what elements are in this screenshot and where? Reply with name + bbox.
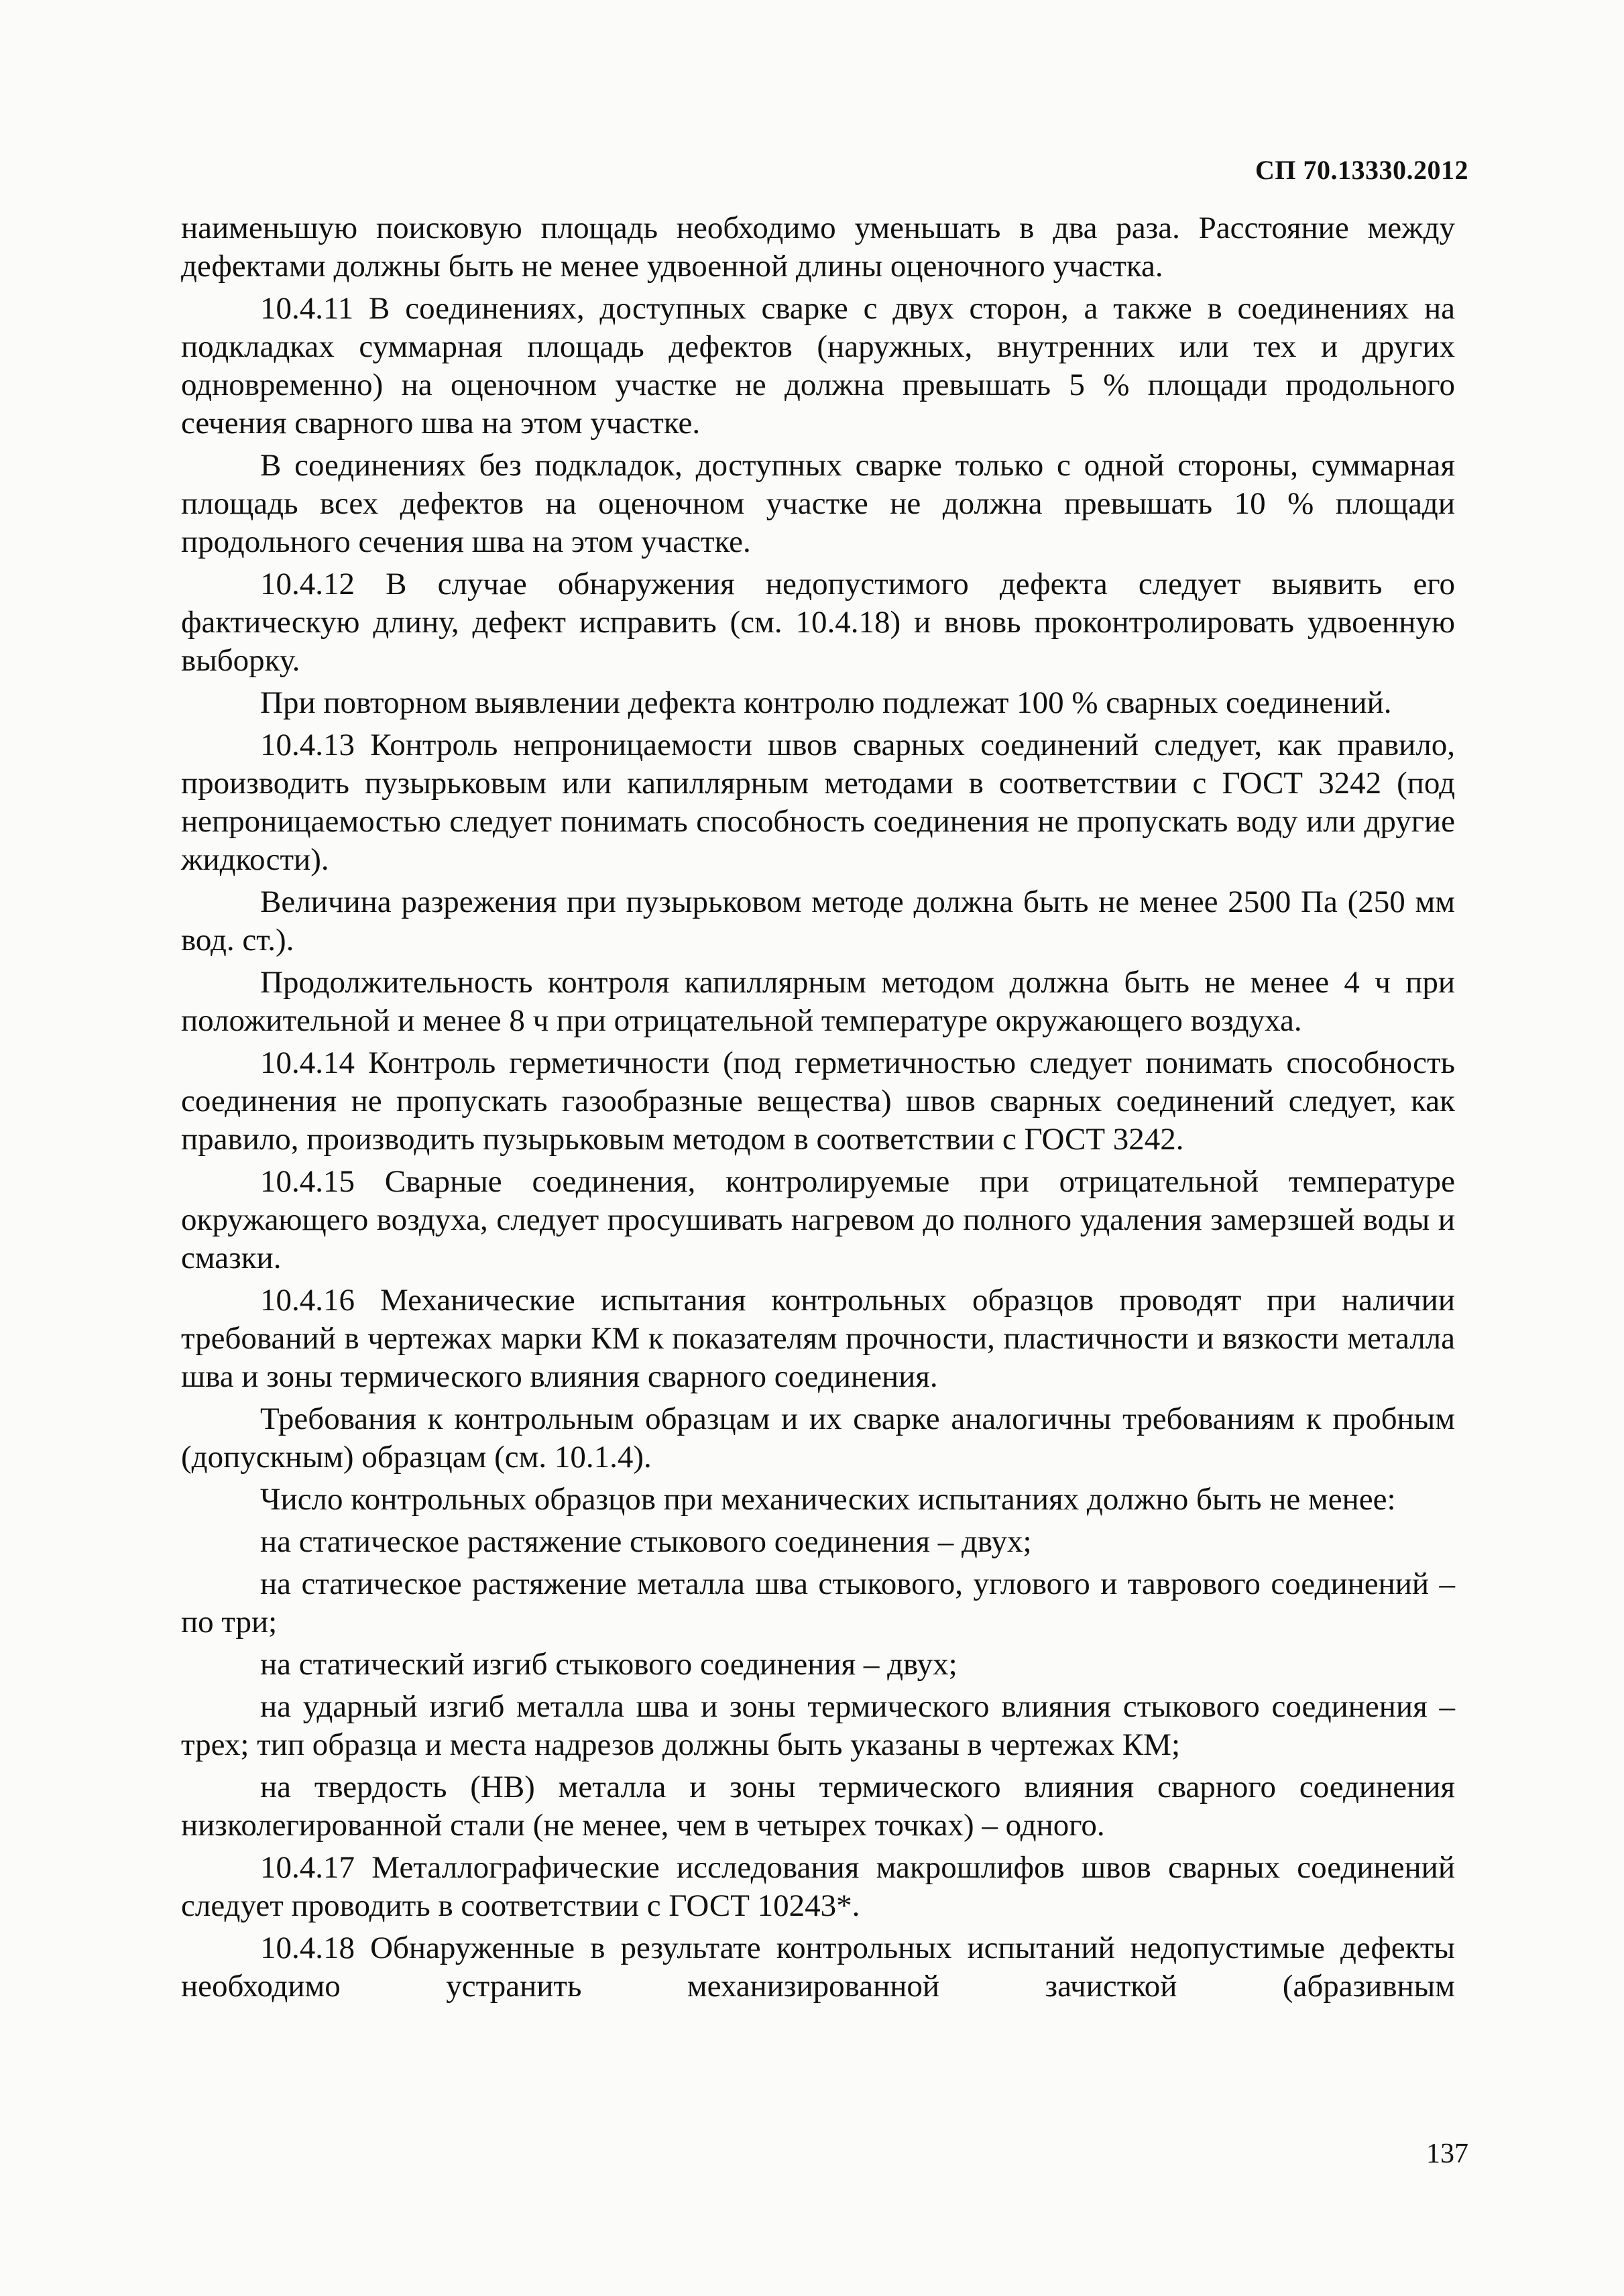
paragraph-specimen-count: Число контрольных образцов при механических испытаниях должно быть не менее: bbox=[260, 1482, 1396, 1517]
paragraph-repeat-detection: При повторном выявлении дефекта контролю подлежат 100 % сварных соединений. bbox=[260, 685, 1392, 720]
paragraph-10-4-17: 10.4.17 Металлографические исследования макрошлифов швов сварных соединений следует проводить в соответствии с ГОСТ 10243*. bbox=[181, 1850, 1455, 1923]
page-number: 137 bbox=[1426, 2138, 1468, 2169]
paragraph-continuation: наименьшую поисковую площадь необходимо уменьшать в два раза. Расстояние между дефектами должны быть не менее удвоенной длины оценочного участка. bbox=[181, 211, 1455, 284]
paragraph-vacuum-value: Величина разрежения при пузырьковом методе должна быть не менее 2500 Па (250 мм вод. ст.). bbox=[181, 884, 1455, 958]
list-item-impact-bend: на ударный изгиб металла шва и зоны термического влияния стыкового соединения – трех; тип образца и места надрезов должны быть указаны в чертежах КМ; bbox=[181, 1689, 1455, 1762]
list-item-static-bend: на статический изгиб стыкового соединения – двух; bbox=[260, 1647, 958, 1682]
paragraph-capillary-duration: Продолжительность контроля капиллярным методом должна быть не менее 4 ч при положительной и менее 8 ч при отрицательной температуре окружающего воздуха. bbox=[181, 965, 1455, 1038]
paragraph-specimen-requirements: Требования к контрольным образцам и их сварке аналогичны требованиям к пробным (допускным) образцам (см. 10.1.4). bbox=[181, 1401, 1455, 1475]
document-code-header: СП 70.13330.2012 bbox=[1255, 155, 1468, 185]
list-item-static-tension: на статическое растяжение стыкового соединения – двух; bbox=[260, 1524, 1032, 1559]
paragraph-10-4-15: 10.4.15 Сварные соединения, контролируемые при отрицательной температуре окружающего воздуха, следует просушивать нагревом до полного удаления замерзшей воды и смазки. bbox=[181, 1164, 1455, 1275]
body-text bbox=[181, 209, 1455, 2010]
paragraph-10-4-16: 10.4.16 Механические испытания контрольных образцов проводят при наличии требований в чертежах марки КМ к показателям прочности, пластичности и вязкости металла шва и зоны термического влияния сварного соединения. bbox=[181, 1283, 1455, 1394]
paragraph-no-backing: В соединениях без подкладок, доступных сварке только с одной стороны, суммарная площадь всех дефектов на оценочном участке не должна превышать 10 % площади продольного сечения шва на этом участке. bbox=[181, 448, 1455, 559]
list-item-weld-metal-tension: на статическое растяжение металла шва стыкового, углового и таврового соединений – по три; bbox=[181, 1566, 1455, 1640]
paragraph-10-4-13: 10.4.13 Контроль непроницаемости швов сварных соединений следует, как правило, производить пузырьковым или капиллярным методами в соответствии с ГОСТ 3242 (под непроницаемостью следует понимать способность соединения не пропускать воду или другие жидкости). bbox=[181, 728, 1455, 877]
paragraph-10-4-12: 10.4.12 В случае обнаружения недопустимого дефекта следует выявить его фактическую длину, дефект исправить (см. 10.4.18) и вновь проконтролировать удвоенную выборку. bbox=[181, 567, 1455, 678]
list-item-hardness: на твердость (НВ) металла и зоны термического влияния сварного соединения низколегированной стали (не менее, чем в четырех точках) – одного. bbox=[181, 1770, 1455, 1843]
paragraph-10-4-14: 10.4.14 Контроль герметичности (под герметичностью следует понимать способность соединения не пропускать газообразные вещества) швов сварных соединений следует, как правило, производить пузырьковым методом в соответствии с ГОСТ 3242. bbox=[181, 1045, 1455, 1157]
paragraph-10-4-18: 10.4.18 Обнаруженные в результате контрольных испытаний недопустимые дефекты необходимо устранить механизированной зачисткой (абразивным bbox=[181, 1931, 1455, 2004]
paragraph-10-4-11: 10.4.11 В соединениях, доступных сварке с двух сторон, а также в соединениях на подкладках суммарная площадь дефектов (наружных, внутренних или тех и других одновременно) на оценочном участке не должна превышать 5 % площади продольного сечения сварного шва на этом участке. bbox=[181, 291, 1455, 441]
